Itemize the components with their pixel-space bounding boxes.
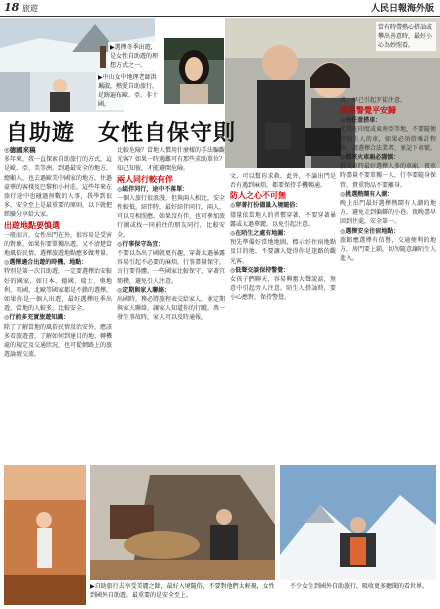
paragraph: 儘量依當地人的習慣穿著，不要穿著暴露或太過華麗，以免引起注意。 xyxy=(230,211,336,228)
paragraph: 一般而言，女性出門在外，很容易是受害的對象。如果你要單獨出遊，又不清楚當地風俗民情，選擇旅遊地點應多做考量。 xyxy=(4,231,113,258)
caption-top-right: 當有時帶熱心搭訕或攀出善意時，最好小心為妙照看。 xyxy=(376,22,436,51)
paragraph: 預先準備好當地地圖，標示好住宿地點及目的地，不要讓人覺得你是迷路的觀光客。 xyxy=(230,239,336,265)
paragraph: 比較危險？當地人慣用什麼樣的手法騙觀光客？如果一時遇難可有那些求助單位？知己知彼，才能避開危險。 xyxy=(117,147,226,173)
subheading: 提高警覺平安歸 xyxy=(340,106,396,116)
paragraph: 尤其在印度或東南亞等地，不要隨便坐陌生人的車，如果必須搭乘計程車，請選擇合法業者，並記下車號。 xyxy=(340,126,437,152)
caption-bottom-mid: ▶自助旅行去享受美麗之餘，最好入境隨俗，不要對他們太輕視，女性到國外自助遊，最重要的是安全至上。 xyxy=(90,583,275,599)
caption-bottom-right: 不少女生到國外自助旅行，吸收更多聽聞的看世界。 xyxy=(290,583,429,590)
page-number: 18 xyxy=(4,1,20,14)
paragraph: 特別是第一次自助遊，一定要選擇治安較好的國家，如日本、德國、瑞士、奧地利、英國、北歐等國家都是不錯的選擇。如果你是一個人出遊，最好選擇旺季出遊，當地的人較多，比較安全。 xyxy=(4,268,113,313)
paragraph: 除了了解當地的風俗民情及治安外，應該多看旅遊書，了解如何到達目的地、轉機處的規定及交通狀況，也可從網路上的旅遊論壇交流。 xyxy=(4,323,113,359)
bullet-heading: ◎行事保守為宜： xyxy=(117,240,165,248)
paragraph: 搭火車時最好選擇人多的車廂，夜車時盡量不要單獨一人，行李要隨身保管，貴重物品不要離身。 xyxy=(340,163,437,189)
bullet-heading: ◎低聲交談保持警覺： xyxy=(230,266,290,274)
paragraph: 不要以為出了國就更有趣，穿著太過暴露容易引起不必要的麻煩，行事盡量保守，言行要得體。一些國家比較保守，穿著宜簡樸，避免引人注意。 xyxy=(117,250,226,285)
photo-camel xyxy=(90,465,275,580)
subheading: 防人之心不可無 xyxy=(230,191,286,201)
photo-mountain xyxy=(280,465,436,580)
photo-woman-rock xyxy=(4,465,86,605)
bullet-heading: ◎勿任意搭車： xyxy=(340,117,382,125)
section-label: 旅遊 xyxy=(22,4,38,13)
photo-portrait xyxy=(164,38,224,104)
paragraph: 一個人旅行很浪漫，但與兩人相比，安全性較低。結伴時，最好結伴同行，兩人，可以互相照應。如果沒有伴，也可參加旅行團或找一同前往的朋友同行，比較安全。 xyxy=(117,194,226,239)
bullet-heading: ◎選擇適合出遊的時機、地點： xyxy=(4,259,88,267)
column-2 xyxy=(117,146,225,323)
masthead: 人民日報海外版 xyxy=(370,4,434,14)
bullet-heading: ◎行前多充實旅遊知識： xyxy=(4,314,70,322)
caption-mid-left: ▶中山女中地理老師洪珮淑，熱愛自助旅行，足跡遍布歐、亞、非十國。 xyxy=(96,72,162,110)
caption-top-left: ▶選擇冬季出遊，是女性自助遊的理想方式之一。 xyxy=(108,42,163,71)
column-3 xyxy=(230,172,336,303)
bullet-heading: ◎組伴同行，途中不落單： xyxy=(117,185,189,193)
paragraph: 音，早已引起歹徒注意。 xyxy=(340,97,407,104)
column-4 xyxy=(340,96,436,263)
paragraph: 出國時，務必將旅程表交給家人，並定期與家人聯絡，讓家人知道你的行蹤。萬一發生事故時，家人可以及時通報。 xyxy=(117,296,226,322)
paragraph: 旅館應選擇有信譽，交通便利的地方，房門要上鎖，切勿隨意讓陌生人進入。 xyxy=(340,236,437,263)
bullet-heading: ◎選擇安全住宿地點： xyxy=(340,227,400,235)
paragraph: 女孩子們聊天，容易興奮大聲說話，無意中引起旁人注意。陌生人搭訕時，要小心應對，保持警覺。 xyxy=(230,276,336,302)
bullet-heading: ◎挑選熱鬧有人潮： xyxy=(340,190,394,198)
column-1 xyxy=(4,146,112,359)
page-header xyxy=(0,0,440,17)
subheading: 兩人同行較有伴 xyxy=(117,174,173,184)
bullet-heading: ◎在陌生之處有地圖： xyxy=(230,230,290,238)
paragraph: 文，可以幫你求救。此外，不論出門是否有遇到麻煩，都要保持手機暢通。 xyxy=(230,173,336,190)
paragraph: 多年來，我一直探索自助旅行的方式，這是歐、亞、美等洲，到過最安全的地方，總顯人，也去過歐美中國家的地方，住過豪華的客棧及巴黎和小村莊。這些年來在旅行途中也碰過無數的人事，我學到很多，安全至上是最重要的原則，以下就把經驗分享給大家。 xyxy=(4,156,113,219)
bullet-heading: ◎穿著打扮儘量入境隨俗： xyxy=(230,202,302,210)
bullet-heading: ◎標來火車廂必謹慎： xyxy=(340,154,400,162)
subheading: 出遊地點要慎選 xyxy=(4,220,60,230)
byline: ◎德國來稿 xyxy=(4,146,36,154)
bullet-heading: ◎定期與家人聯絡： xyxy=(117,286,171,294)
paragraph: 晚上出門最好選擇熱鬧有人潮的地方，避免走到偏僻的小巷。夜晚盡早回到住處，安全第一。 xyxy=(340,200,437,226)
article-title: 自助遊 女性自保守則 xyxy=(6,120,237,146)
